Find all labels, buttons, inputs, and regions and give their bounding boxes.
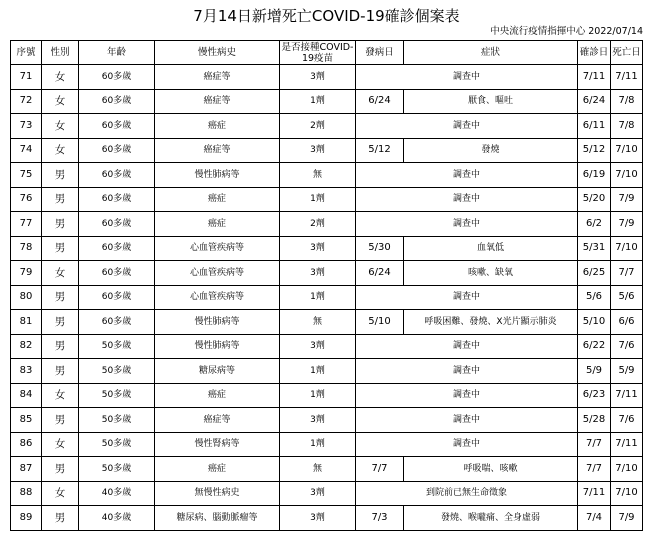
cell-vaccine: 1劑 <box>280 383 356 408</box>
cell-age: 60多歲 <box>79 187 155 212</box>
cell-sex: 男 <box>42 187 79 212</box>
cell-id: 80 <box>11 285 42 310</box>
table-row <box>11 114 643 139</box>
cell-death: 7/10 <box>611 236 643 261</box>
case-table <box>10 40 643 531</box>
cell-vaccine: 3劑 <box>280 65 356 90</box>
cell-age: 60多歲 <box>79 138 155 163</box>
header-confirm: 確診日 <box>578 41 611 65</box>
cell-sex: 女 <box>42 261 79 286</box>
cell-death: 7/11 <box>611 65 643 90</box>
cell-history: 癌症等 <box>155 408 280 433</box>
cell-death: 7/11 <box>611 383 643 408</box>
cell-age: 60多歲 <box>79 163 155 188</box>
cell-death: 7/6 <box>611 334 643 359</box>
cell-vaccine: 1劑 <box>280 359 356 384</box>
cell-sex: 男 <box>42 212 79 237</box>
table-row <box>11 310 643 335</box>
cell-history: 癌症等 <box>155 138 280 163</box>
table-row <box>11 261 643 286</box>
cell-history: 癌症等 <box>155 89 280 114</box>
cell-death: 7/6 <box>611 408 643 433</box>
cell-age: 50多歲 <box>79 334 155 359</box>
cell-confirm: 6/25 <box>578 261 611 286</box>
cell-id: 74 <box>11 138 42 163</box>
cell-age: 50多歲 <box>79 457 155 482</box>
cell-confirm: 5/6 <box>578 285 611 310</box>
cell-sex: 女 <box>42 138 79 163</box>
cell-id: 75 <box>11 163 42 188</box>
cell-vaccine: 3劑 <box>280 334 356 359</box>
cell-confirm: 6/23 <box>578 383 611 408</box>
header-vaccine-line2: 19疫苗 <box>301 52 334 64</box>
cell-id: 79 <box>11 261 42 286</box>
header-sex: 性別 <box>42 41 79 65</box>
cell-age: 50多歲 <box>79 408 155 433</box>
cell-age: 60多歲 <box>79 114 155 139</box>
cell-sex: 女 <box>42 89 79 114</box>
cell-death: 7/9 <box>611 212 643 237</box>
cell-sex: 女 <box>42 65 79 90</box>
cell-id: 84 <box>11 383 42 408</box>
cell-age: 50多歲 <box>79 359 155 384</box>
cell-death: 7/10 <box>611 138 643 163</box>
cell-vaccine: 無 <box>280 310 356 335</box>
cell-onset: 7/7 <box>356 457 404 482</box>
cell-death: 7/8 <box>611 114 643 139</box>
cell-age: 50多歲 <box>79 383 155 408</box>
cell-vaccine: 3劑 <box>280 481 356 506</box>
cell-sex: 男 <box>42 310 79 335</box>
cell-sex: 女 <box>42 114 79 139</box>
cell-symptom: 調查中 <box>356 163 578 188</box>
cell-symptom: 呼吸困難、發燒、X光片顯示肺炎 <box>404 310 578 335</box>
cell-symptom: 發燒、喉嚨痛、全身虛弱 <box>404 506 578 531</box>
cell-id: 73 <box>11 114 42 139</box>
source-note: 中央流行疫情指揮中心 2022/07/14 <box>490 26 643 37</box>
cell-id: 78 <box>11 236 42 261</box>
cell-history: 糖尿病、腦動脈瘤等 <box>155 506 280 531</box>
cell-symptom: 呼吸喘、咳嗽 <box>404 457 578 482</box>
table-row <box>11 408 643 433</box>
cell-history: 慢性肺病等 <box>155 310 280 335</box>
cell-age: 60多歲 <box>79 285 155 310</box>
cell-confirm: 7/11 <box>578 65 611 90</box>
cell-death: 6/6 <box>611 310 643 335</box>
cell-confirm: 5/12 <box>578 138 611 163</box>
cell-death: 7/8 <box>611 89 643 114</box>
cell-vaccine: 3劑 <box>280 261 356 286</box>
cell-confirm: 5/31 <box>578 236 611 261</box>
cell-id: 86 <box>11 432 42 457</box>
cell-confirm: 5/9 <box>578 359 611 384</box>
cell-history: 心血管疾病等 <box>155 285 280 310</box>
cell-vaccine: 1劑 <box>280 285 356 310</box>
header-death: 死亡日 <box>611 41 643 65</box>
cell-sex: 男 <box>42 285 79 310</box>
cell-sex: 男 <box>42 334 79 359</box>
table-row <box>11 432 643 457</box>
table-row <box>11 187 643 212</box>
cell-symptom: 調查中 <box>356 65 578 90</box>
table-row <box>11 457 643 482</box>
cell-age: 60多歲 <box>79 310 155 335</box>
cell-age: 60多歲 <box>79 212 155 237</box>
table-row <box>11 334 643 359</box>
cell-id: 76 <box>11 187 42 212</box>
cell-symptom: 厭食、嘔吐 <box>404 89 578 114</box>
cell-history: 癌症 <box>155 187 280 212</box>
cell-history: 糖尿病等 <box>155 359 280 384</box>
cell-symptom: 到院前已無生命徵象 <box>356 481 578 506</box>
cell-symptom: 調查中 <box>356 359 578 384</box>
cell-vaccine: 2劑 <box>280 114 356 139</box>
cell-history: 無慢性病史 <box>155 481 280 506</box>
page-title: 7月14日新增死亡COVID-19確診個案表 <box>193 7 460 25</box>
cell-history: 慢性肺病等 <box>155 163 280 188</box>
cell-symptom: 調查中 <box>356 187 578 212</box>
table-row <box>11 138 643 163</box>
cell-age: 50多歲 <box>79 432 155 457</box>
cell-history: 心血管疾病等 <box>155 236 280 261</box>
cell-confirm: 7/7 <box>578 432 611 457</box>
cell-death: 7/10 <box>611 457 643 482</box>
header-vaccine-line1: 是否接種COVID- <box>281 41 354 53</box>
cell-confirm: 7/4 <box>578 506 611 531</box>
cell-history: 慢性腎病等 <box>155 432 280 457</box>
cell-vaccine: 無 <box>280 163 356 188</box>
cell-symptom: 發燒 <box>404 138 578 163</box>
cell-age: 40多歲 <box>79 506 155 531</box>
table-row <box>11 236 643 261</box>
cell-age: 60多歲 <box>79 261 155 286</box>
cell-sex: 女 <box>42 481 79 506</box>
cell-death: 7/7 <box>611 261 643 286</box>
cell-id: 87 <box>11 457 42 482</box>
cell-death: 7/9 <box>611 506 643 531</box>
header-id: 序號 <box>11 41 42 65</box>
header-row <box>11 41 643 65</box>
cell-id: 77 <box>11 212 42 237</box>
cell-confirm: 6/11 <box>578 114 611 139</box>
cell-history: 慢性肺病等 <box>155 334 280 359</box>
cell-symptom: 調查中 <box>356 432 578 457</box>
cell-vaccine: 1劑 <box>280 89 356 114</box>
cell-vaccine: 無 <box>280 457 356 482</box>
table-row <box>11 285 643 310</box>
cell-confirm: 6/24 <box>578 89 611 114</box>
cell-sex: 男 <box>42 408 79 433</box>
cell-sex: 男 <box>42 506 79 531</box>
table-row <box>11 212 643 237</box>
cell-vaccine: 3劑 <box>280 138 356 163</box>
cell-age: 40多歲 <box>79 481 155 506</box>
cell-id: 89 <box>11 506 42 531</box>
cell-onset: 5/10 <box>356 310 404 335</box>
cell-death: 7/10 <box>611 163 643 188</box>
cell-confirm: 6/19 <box>578 163 611 188</box>
cell-confirm: 7/11 <box>578 481 611 506</box>
cell-vaccine: 3劑 <box>280 236 356 261</box>
cell-symptom: 咳嗽、缺氧 <box>404 261 578 286</box>
cell-sex: 男 <box>42 457 79 482</box>
cell-confirm: 7/7 <box>578 457 611 482</box>
cell-death: 7/11 <box>611 432 643 457</box>
header-symptom: 症狀 <box>404 41 578 65</box>
cell-death: 7/10 <box>611 481 643 506</box>
cell-vaccine: 1劑 <box>280 432 356 457</box>
cell-onset: 5/30 <box>356 236 404 261</box>
header-history: 慢性病史 <box>155 41 280 65</box>
cell-age: 60多歲 <box>79 236 155 261</box>
cell-id: 72 <box>11 89 42 114</box>
table-row <box>11 89 643 114</box>
cell-symptom: 調查中 <box>356 285 578 310</box>
cell-history: 癌症 <box>155 383 280 408</box>
cell-history: 癌症 <box>155 114 280 139</box>
cell-id: 88 <box>11 481 42 506</box>
header-onset: 發病日 <box>356 41 404 65</box>
table-row <box>11 481 643 506</box>
table-row <box>11 359 643 384</box>
cell-confirm: 6/2 <box>578 212 611 237</box>
cell-id: 82 <box>11 334 42 359</box>
cell-symptom: 調查中 <box>356 408 578 433</box>
cell-sex: 女 <box>42 432 79 457</box>
cell-onset: 5/12 <box>356 138 404 163</box>
cell-confirm: 5/28 <box>578 408 611 433</box>
cell-vaccine: 1劑 <box>280 187 356 212</box>
cell-sex: 男 <box>42 236 79 261</box>
cell-symptom: 調查中 <box>356 334 578 359</box>
cell-confirm: 5/10 <box>578 310 611 335</box>
cell-symptom: 調查中 <box>356 114 578 139</box>
cell-death: 7/9 <box>611 187 643 212</box>
cell-history: 心血管疾病等 <box>155 261 280 286</box>
cell-id: 81 <box>11 310 42 335</box>
cell-onset: 6/24 <box>356 89 404 114</box>
cell-symptom: 血氧低 <box>404 236 578 261</box>
cell-onset: 7/3 <box>356 506 404 531</box>
cell-age: 60多歲 <box>79 65 155 90</box>
cell-confirm: 5/20 <box>578 187 611 212</box>
table-row <box>11 65 643 90</box>
cell-history: 癌症等 <box>155 65 280 90</box>
cell-vaccine: 3劑 <box>280 506 356 531</box>
cell-sex: 男 <box>42 359 79 384</box>
cell-history: 癌症 <box>155 457 280 482</box>
table-row <box>11 506 643 531</box>
table-row <box>11 383 643 408</box>
cell-history: 癌症 <box>155 212 280 237</box>
cell-onset: 6/24 <box>356 261 404 286</box>
cell-death: 5/6 <box>611 285 643 310</box>
cell-vaccine: 3劑 <box>280 408 356 433</box>
cell-symptom: 調查中 <box>356 212 578 237</box>
header-age: 年齡 <box>79 41 155 65</box>
cell-id: 71 <box>11 65 42 90</box>
cell-sex: 女 <box>42 383 79 408</box>
header-vaccine <box>280 41 356 65</box>
cell-sex: 男 <box>42 163 79 188</box>
cell-age: 60多歲 <box>79 89 155 114</box>
cell-id: 83 <box>11 359 42 384</box>
cell-confirm: 6/22 <box>578 334 611 359</box>
cell-id: 85 <box>11 408 42 433</box>
table-row <box>11 163 643 188</box>
cell-vaccine: 2劑 <box>280 212 356 237</box>
cell-death: 5/9 <box>611 359 643 384</box>
cell-symptom: 調查中 <box>356 383 578 408</box>
